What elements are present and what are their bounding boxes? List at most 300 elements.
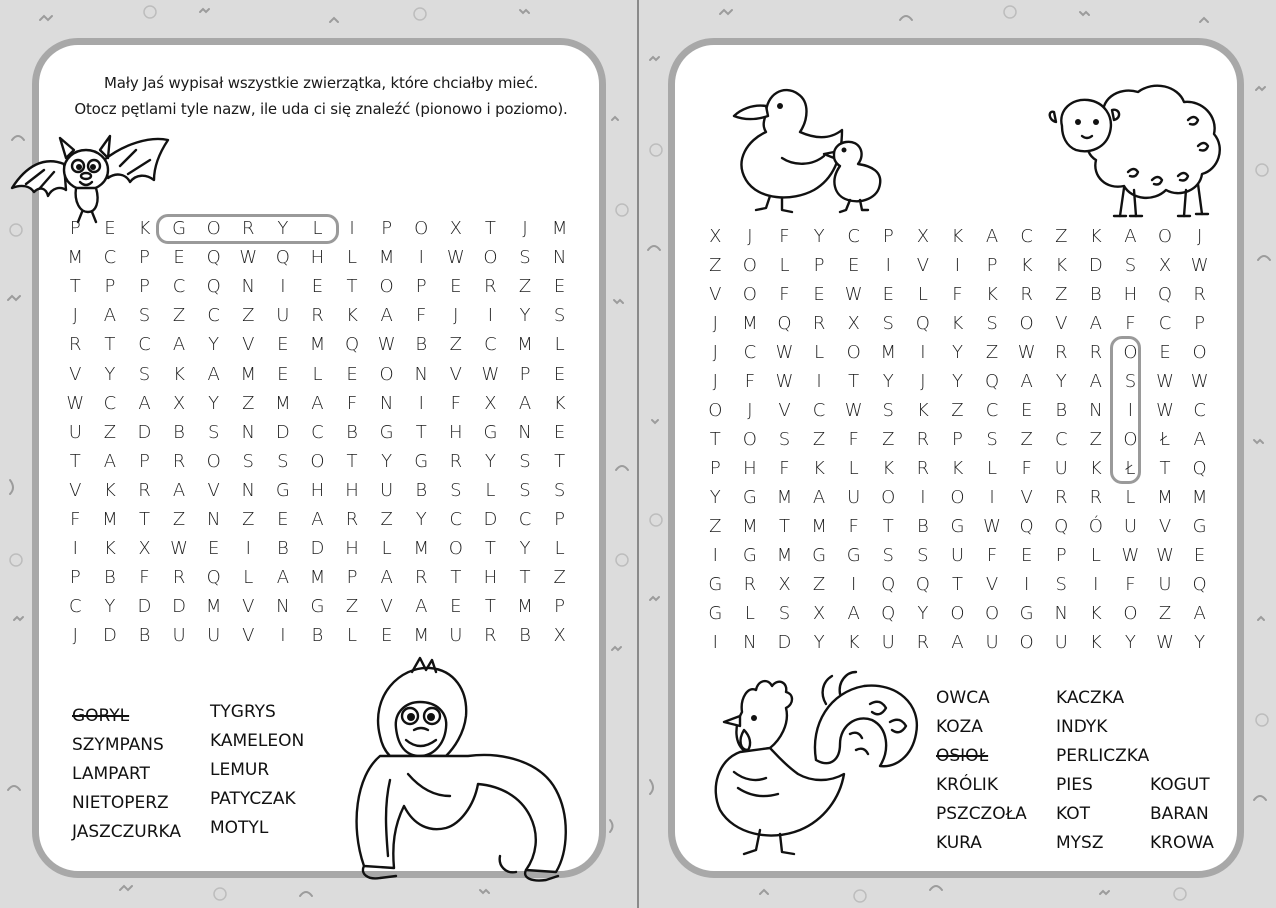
right-grid-letter-cell: Q — [777, 313, 792, 334]
right-grid-letter-cell: B — [916, 516, 929, 537]
left-grid-letter-cell: E — [380, 625, 393, 647]
right-grid-letter-cell: C — [1020, 226, 1033, 247]
right-grid-letter-cell: G — [812, 545, 827, 566]
right-grid-letter-cell: U — [1123, 516, 1138, 537]
right-grid-letter-cell: G — [742, 545, 757, 566]
right-grid-letter-cell: T — [1159, 458, 1171, 479]
right-grid-letter-cell: L — [1090, 545, 1101, 566]
right-grid-letter-cell: P — [813, 255, 825, 276]
left-grid-letter-cell: E — [207, 538, 220, 560]
left-grid-letter-cell: T — [484, 596, 496, 618]
right-grid-letter-cell: R — [916, 632, 930, 653]
right-grid-letter-cell: Z — [882, 429, 895, 450]
left-grid-letter-cell: A — [103, 450, 117, 472]
left-grid-letter-cell: Y — [519, 538, 531, 560]
left-grid-letter-cell: I — [245, 538, 251, 560]
word-lampart: LAMPART — [72, 764, 150, 784]
left-grid-letter-cell: H — [449, 421, 463, 443]
left-grid-letter-cell: H — [483, 567, 498, 589]
left-grid-letter-cell: G — [414, 450, 429, 472]
left-grid-letter-cell: A — [380, 305, 393, 327]
left-grid-letter-cell: R — [311, 305, 324, 327]
right-grid-letter-cell: I — [1023, 574, 1030, 595]
word-motyl: MOTYL — [210, 818, 269, 838]
right-grid-letter-cell: C — [743, 342, 757, 363]
right-grid-letter-cell: Y — [951, 342, 963, 363]
right-grid-letter-cell: G — [846, 545, 861, 566]
left-grid-letter-cell: P — [415, 276, 427, 298]
right-grid-letter-cell: Y — [813, 632, 825, 653]
left-grid-letter-cell: W — [170, 538, 188, 560]
right-grid-letter-cell: J — [1196, 226, 1203, 247]
right-grid-letter-cell: I — [816, 371, 822, 392]
left-grid-letter-cell: Z — [380, 508, 393, 530]
left-grid-letter-cell: N — [552, 247, 567, 269]
right-grid-letter-cell: T — [951, 574, 963, 595]
left-grid-letter-cell: A — [311, 508, 324, 530]
left-grid-letter-cell: S — [553, 305, 566, 327]
right-grid-letter-cell: I — [920, 342, 926, 363]
left-grid-letter-cell: C — [103, 247, 117, 269]
left-grid-letter-cell: O — [414, 218, 429, 240]
left-grid-letter-cell: F — [346, 392, 358, 414]
right-grid-letter-cell: X — [1158, 255, 1172, 276]
right-grid-letter-cell: Y — [709, 487, 721, 508]
right-grid-letter-cell: J — [712, 342, 718, 363]
left-grid-letter-cell: G — [275, 479, 290, 501]
left-grid-letter-cell: P — [381, 218, 393, 240]
left-grid-letter-cell: L — [312, 363, 323, 385]
left-grid-letter-cell: P — [139, 247, 150, 269]
right-grid-letter-cell: D — [777, 632, 792, 653]
right-grid-letter-cell: A — [985, 226, 999, 247]
right-grid-letter-cell: F — [952, 284, 963, 305]
word-osiol: OSIOŁ — [936, 746, 989, 766]
left-grid-letter-cell: O — [379, 276, 394, 298]
right-grid-letter-cell: O — [742, 429, 757, 450]
right-grid-letter-cell: F — [848, 516, 859, 537]
right-grid-letter-cell: F — [848, 429, 859, 450]
word-patyczak: PATYCZAK — [210, 789, 296, 809]
left-grid-letter-cell: I — [280, 625, 286, 647]
left-grid-letter-cell: E — [277, 363, 289, 385]
left-grid-letter-cell: K — [103, 479, 116, 501]
right-grid-letter-cell: O — [742, 284, 757, 305]
right-grid-letter-cell: O — [881, 487, 896, 508]
right-grid-letter-cell: U — [1158, 574, 1172, 595]
right-grid-letter-cell: V — [1055, 313, 1068, 334]
left-grid-letter-cell: P — [554, 596, 566, 618]
right-grid-letter-cell: M — [811, 516, 827, 537]
left-grid-letter-cell: X — [138, 538, 151, 560]
gorilla-illustration — [350, 656, 580, 884]
right-grid-letter-cell: W — [983, 516, 1001, 537]
right-grid-letter-cell: S — [778, 429, 791, 450]
right-grid-letter-cell: W — [1156, 371, 1174, 392]
right-grid-letter-cell: B — [1089, 284, 1102, 305]
bat-illustration — [4, 126, 172, 226]
left-grid-letter-cell: G — [379, 421, 394, 443]
right-grid-letter-cell: K — [1055, 255, 1068, 276]
left-grid-letter-cell: E — [277, 334, 289, 356]
right-grid-letter-cell: M — [776, 487, 793, 508]
right-grid-letter-cell: I — [1127, 400, 1134, 421]
right-grid-letter-cell: C — [1193, 400, 1206, 421]
left-grid-letter-cell: M — [309, 567, 326, 589]
right-grid-letter-cell: Y — [1055, 371, 1067, 392]
left-grid-letter-cell: A — [518, 392, 532, 414]
left-grid-letter-cell: P — [139, 450, 150, 472]
right-grid-letter-cell: Z — [1055, 226, 1068, 247]
left-grid-letter-cell: Z — [242, 392, 255, 414]
right-grid-letter-cell: M — [742, 313, 758, 334]
right-grid-letter-cell: A — [1089, 313, 1102, 334]
right-grid-letter-cell: U — [847, 487, 861, 508]
right-grid-letter-cell: Z — [1158, 603, 1172, 624]
left-grid-letter-cell: Z — [518, 276, 532, 298]
left-grid-letter-cell: E — [450, 276, 462, 298]
left-grid-letter-cell: E — [553, 276, 566, 298]
right-grid-letter-cell: F — [1021, 458, 1032, 479]
left-grid-letter-cell: H — [310, 479, 325, 501]
right-grid-letter-cell: E — [847, 255, 860, 276]
right-grid-letter-cell: K — [1089, 603, 1102, 624]
right-grid-letter-cell: I — [954, 255, 961, 276]
right-grid-letter-cell: S — [882, 545, 894, 566]
right-grid-letter-cell: W — [1156, 632, 1174, 653]
left-grid-letter-cell: D — [102, 625, 117, 647]
right-grid-letter-cell: V — [916, 255, 930, 276]
right-grid-letter-cell: V — [1020, 487, 1033, 508]
left-grid-letter-cell: L — [554, 538, 565, 560]
left-grid-letter-cell: T — [346, 276, 358, 298]
left-grid-letter-cell: D — [483, 508, 498, 530]
left-grid-letter-cell: O — [206, 218, 221, 240]
left-grid-letter-cell: W — [66, 392, 85, 414]
left-grid-letter-cell: A — [311, 392, 324, 414]
left-grid-letter-cell: Z — [103, 421, 117, 443]
right-grid-letter-cell: V — [778, 400, 791, 421]
left-grid-letter-cell: Q — [206, 247, 221, 269]
right-grid-letter-cell: Q — [1192, 574, 1207, 595]
right-grid-letter-cell: S — [882, 400, 894, 421]
left-grid-letter-cell: E — [553, 421, 566, 443]
word-perliczka: PERLICZKA — [1056, 746, 1150, 766]
left-grid-letter-cell: B — [276, 538, 289, 560]
left-grid-letter-cell: V — [207, 479, 220, 501]
left-grid-letter-cell: Y — [381, 450, 393, 472]
left-grid-letter-cell: R — [484, 625, 497, 647]
left-grid-letter-cell: O — [379, 363, 394, 385]
right-grid-letter-cell: Y — [1124, 632, 1136, 653]
left-grid-letter-cell: I — [280, 276, 286, 298]
right-grid-letter-cell: O — [1123, 603, 1138, 624]
right-grid-letter-cell: C — [1054, 429, 1068, 450]
left-grid-letter-cell: O — [483, 247, 498, 269]
right-grid-letter-cell: I — [1093, 574, 1099, 595]
right-grid-letter-cell: E — [1020, 400, 1033, 421]
left-grid-letter-cell: A — [172, 334, 186, 356]
left-grid-letter-cell: R — [414, 567, 428, 589]
right-grid-letter-cell: K — [1020, 255, 1033, 276]
right-grid-letter-cell: R — [1193, 284, 1206, 305]
left-grid-letter-cell: K — [346, 305, 358, 327]
right-grid-letter-cell: L — [779, 255, 790, 276]
right-grid-letter-cell: N — [743, 632, 757, 653]
right-grid-letter-cell: O — [1157, 226, 1173, 247]
right-grid-letter-cell: W — [1190, 371, 1209, 392]
right-grid-letter-cell: Y — [917, 603, 929, 624]
right-grid-letter-cell: G — [708, 603, 723, 624]
left-grid-letter-cell: C — [207, 305, 220, 327]
left-grid-letter-cell: W — [481, 363, 500, 385]
left-grid-letter-cell: J — [522, 218, 528, 240]
left-grid-letter-cell: T — [346, 450, 358, 472]
left-grid-letter-cell: S — [207, 421, 220, 443]
left-grid-letter-cell: I — [418, 392, 424, 414]
left-grid-letter-cell: R — [69, 334, 82, 356]
left-grid-letter-cell: N — [379, 392, 394, 414]
left-grid-letter-cell: E — [104, 218, 116, 240]
right-grid-letter-cell: G — [708, 574, 723, 595]
left-grid-letter-cell: S — [450, 479, 462, 501]
left-grid-letter-cell: U — [68, 421, 82, 443]
right-grid-letter-cell: S — [917, 545, 929, 566]
right-grid-letter-cell: R — [812, 313, 826, 334]
left-grid-letter-cell: M — [413, 538, 429, 560]
left-grid-letter-cell: Y — [484, 450, 496, 472]
right-grid-letter-cell: F — [986, 545, 998, 566]
left-grid-letter-cell: N — [206, 508, 221, 530]
word-owca: OWCA — [936, 688, 990, 708]
left-grid-letter-cell: M — [240, 363, 257, 385]
left-grid-letter-cell: M — [309, 334, 326, 356]
right-grid-letter-cell: A — [812, 487, 826, 508]
left-grid-letter-cell: H — [345, 479, 359, 501]
right-grid-letter-cell: L — [814, 342, 825, 363]
word-lemur: LEMUR — [210, 760, 270, 780]
left-grid-letter-cell: K — [138, 218, 151, 240]
right-grid-letter-cell: O — [984, 603, 1000, 624]
right-grid-letter-cell: E — [1020, 545, 1033, 566]
right-grid-letter-cell: H — [743, 458, 757, 479]
duck-illustration — [722, 80, 890, 216]
left-grid-letter-cell: A — [172, 479, 186, 501]
right-grid-letter-cell: Z — [951, 400, 964, 421]
right-grid-letter-cell: S — [1055, 574, 1067, 595]
right-grid-letter-cell: G — [950, 516, 965, 537]
right-grid-letter-cell: P — [709, 458, 721, 479]
right-grid-letter-cell: Z — [1020, 429, 1033, 450]
right-grid-letter-cell: Z — [812, 574, 826, 595]
right-grid-letter-cell: E — [1193, 545, 1206, 566]
right-grid-letter-cell: A — [1124, 226, 1137, 247]
left-grid-letter-cell: I — [418, 247, 424, 269]
left-grid-letter-cell: E — [277, 508, 289, 530]
right-grid-letter-cell: A — [1193, 429, 1206, 450]
left-grid-letter-cell: V — [69, 363, 82, 385]
left-grid-letter-cell: R — [484, 276, 497, 298]
right-grid-letter-cell: C — [985, 400, 999, 421]
left-grid-letter-cell: Z — [172, 305, 186, 327]
right-grid-letter-cell: J — [712, 371, 718, 392]
left-grid-letter-cell: W — [377, 334, 396, 356]
right-grid-letter-cell: K — [1089, 632, 1102, 653]
right-grid-letter-cell: T — [778, 516, 790, 537]
right-grid-letter-cell: X — [847, 313, 860, 334]
right-grid-letter-cell: O — [846, 342, 861, 363]
right-grid-letter-cell: K — [847, 632, 860, 653]
right-grid-letter-cell: K — [916, 400, 929, 421]
right-grid-letter-cell: W — [775, 342, 794, 363]
left-grid-letter-cell: Y — [519, 305, 531, 327]
left-grid-letter-cell: B — [173, 421, 185, 443]
word-mysz: MYSZ — [1056, 833, 1104, 853]
left-grid-letter-cell: W — [239, 247, 258, 269]
right-grid-letter-cell: R — [1054, 342, 1068, 363]
left-grid-letter-cell: X — [449, 218, 462, 240]
right-grid-letter-cell: O — [1019, 632, 1034, 653]
right-grid-letter-cell: Q — [984, 371, 1000, 392]
left-grid-letter-cell: R — [172, 450, 186, 472]
right-grid-letter-cell: W — [1017, 342, 1036, 363]
word-kogut: KOGUT — [1150, 775, 1210, 795]
left-grid-letter-cell: F — [416, 305, 427, 327]
left-grid-letter-cell: N — [518, 421, 532, 443]
left-grid-letter-cell: N — [414, 363, 428, 385]
right-grid-letter-cell: E — [882, 284, 894, 305]
right-grid-letter-cell: S — [1124, 371, 1137, 392]
right-grid-letter-cell: X — [778, 574, 791, 595]
left-grid-letter-cell: V — [449, 363, 462, 385]
left-grid-letter-cell: L — [243, 567, 254, 589]
right-word-list-col2 — [1056, 684, 1149, 858]
right-grid-letter-cell: C — [812, 400, 826, 421]
left-grid-letter-cell: B — [415, 479, 428, 501]
right-grid-letter-cell: Y — [882, 371, 894, 392]
left-grid-letter-cell: M — [67, 247, 84, 269]
right-grid-letter-cell: J — [920, 371, 926, 392]
left-grid-letter-cell: U — [207, 625, 221, 647]
left-grid-letter-cell: U — [449, 625, 463, 647]
right-grid-letter-cell: C — [847, 226, 860, 247]
right-grid-letter-cell: W — [844, 400, 863, 421]
right-grid-letter-cell: O — [708, 400, 723, 421]
left-grid-letter-cell: M — [102, 508, 118, 530]
right-grid-letter-cell: K — [813, 458, 825, 479]
right-grid-letter-cell: P — [882, 226, 894, 247]
left-grid-letter-cell: Y — [277, 218, 289, 240]
word-pies: PIES — [1056, 775, 1093, 795]
right-grid-letter-cell: Q — [1019, 516, 1034, 537]
word-krolik: KRÓLIK — [936, 775, 998, 795]
right-grid-letter-cell: O — [950, 487, 965, 508]
left-grid-letter-cell: M — [551, 218, 568, 240]
word-baran: BARAN — [1150, 804, 1209, 824]
left-grid-letter-cell: T — [415, 421, 427, 443]
right-grid-letter-cell: Ł — [1159, 429, 1171, 450]
left-grid-letter-cell: V — [242, 334, 255, 356]
right-grid-letter-cell: W — [1156, 545, 1174, 566]
right-grid-letter-cell: K — [951, 313, 964, 334]
left-grid-letter-cell: T — [484, 538, 496, 560]
word-szympans: SZYMPANS — [72, 735, 164, 755]
left-grid-letter-cell: B — [415, 334, 428, 356]
right-word-list-col3 — [1150, 771, 1214, 858]
right-grid-letter-cell: K — [882, 458, 895, 479]
left-grid-letter-cell: D — [172, 596, 187, 618]
word-indyk: INDYK — [1056, 717, 1108, 737]
left-grid-letter-cell: B — [519, 625, 531, 647]
right-grid-letter-cell: K — [1089, 458, 1102, 479]
right-grid-letter-cell: P — [1055, 545, 1067, 566]
left-grid-letter-cell: G — [172, 218, 187, 240]
sheep-illustration — [1048, 80, 1224, 220]
word-koza: KOZA — [936, 717, 983, 737]
right-grid-letter-cell: R — [1089, 487, 1103, 508]
right-grid-letter-cell: P — [952, 429, 963, 450]
left-grid-letter-cell: E — [553, 363, 566, 385]
left-word-list-col2 — [210, 698, 304, 843]
right-grid-letter-cell: Q — [1054, 516, 1069, 537]
left-grid-letter-cell: R — [138, 479, 151, 501]
right-grid-letter-cell: Z — [1055, 284, 1068, 305]
left-grid-letter-cell: D — [310, 538, 325, 560]
right-grid-letter-cell: T — [709, 429, 721, 450]
right-grid-letter-cell: X — [709, 226, 722, 247]
right-grid-letter-cell: L — [987, 458, 998, 479]
right-grid-letter-cell: W — [775, 371, 794, 392]
left-grid-letter-cell: S — [519, 450, 531, 472]
right-grid-letter-cell: W — [844, 284, 863, 305]
left-grid-letter-cell: R — [242, 218, 255, 240]
right-grid-letter-cell: F — [744, 371, 756, 392]
left-grid-letter-cell: O — [448, 538, 463, 560]
right-grid-letter-cell: Y — [813, 226, 825, 247]
left-grid-letter-cell: T — [484, 218, 496, 240]
right-grid-letter-cell: O — [1123, 429, 1138, 450]
left-grid-letter-cell: N — [241, 421, 255, 443]
left-grid-letter-cell: E — [173, 247, 185, 269]
right-grid-letter-cell: T — [848, 371, 860, 392]
left-grid-letter-cell: Q — [275, 247, 290, 269]
right-grid-letter-cell: O — [1123, 342, 1138, 363]
right-word-list-col1 — [936, 684, 1027, 858]
right-grid-letter-cell: A — [847, 603, 860, 624]
left-grid-letter-cell: A — [207, 363, 220, 385]
rooster-illustration — [700, 664, 932, 860]
left-grid-letter-cell: U — [276, 305, 290, 327]
right-grid-letter-cell: Z — [985, 342, 999, 363]
right-grid-letter-cell: U — [881, 632, 895, 653]
left-grid-letter-cell: L — [381, 538, 392, 560]
left-grid-letter-cell: K — [553, 392, 566, 414]
right-grid-letter-cell: E — [1159, 342, 1171, 363]
left-grid-letter-cell: D — [137, 596, 152, 618]
left-grid-letter-cell: V — [242, 596, 255, 618]
right-grid-letter-cell: S — [986, 429, 998, 450]
left-grid-letter-cell: Y — [415, 508, 427, 530]
right-grid-letter-cell: K — [951, 226, 964, 247]
left-word-list-col1 — [72, 702, 181, 847]
left-grid-letter-cell: X — [484, 392, 497, 414]
left-grid-letter-cell: A — [276, 567, 290, 589]
right-grid-letter-cell: G — [1019, 603, 1034, 624]
left-grid-letter-cell: E — [346, 363, 358, 385]
left-grid-letter-cell: L — [485, 479, 496, 501]
left-grid-letter-cell: N — [276, 596, 290, 618]
right-grid-letter-cell: O — [1019, 313, 1034, 334]
